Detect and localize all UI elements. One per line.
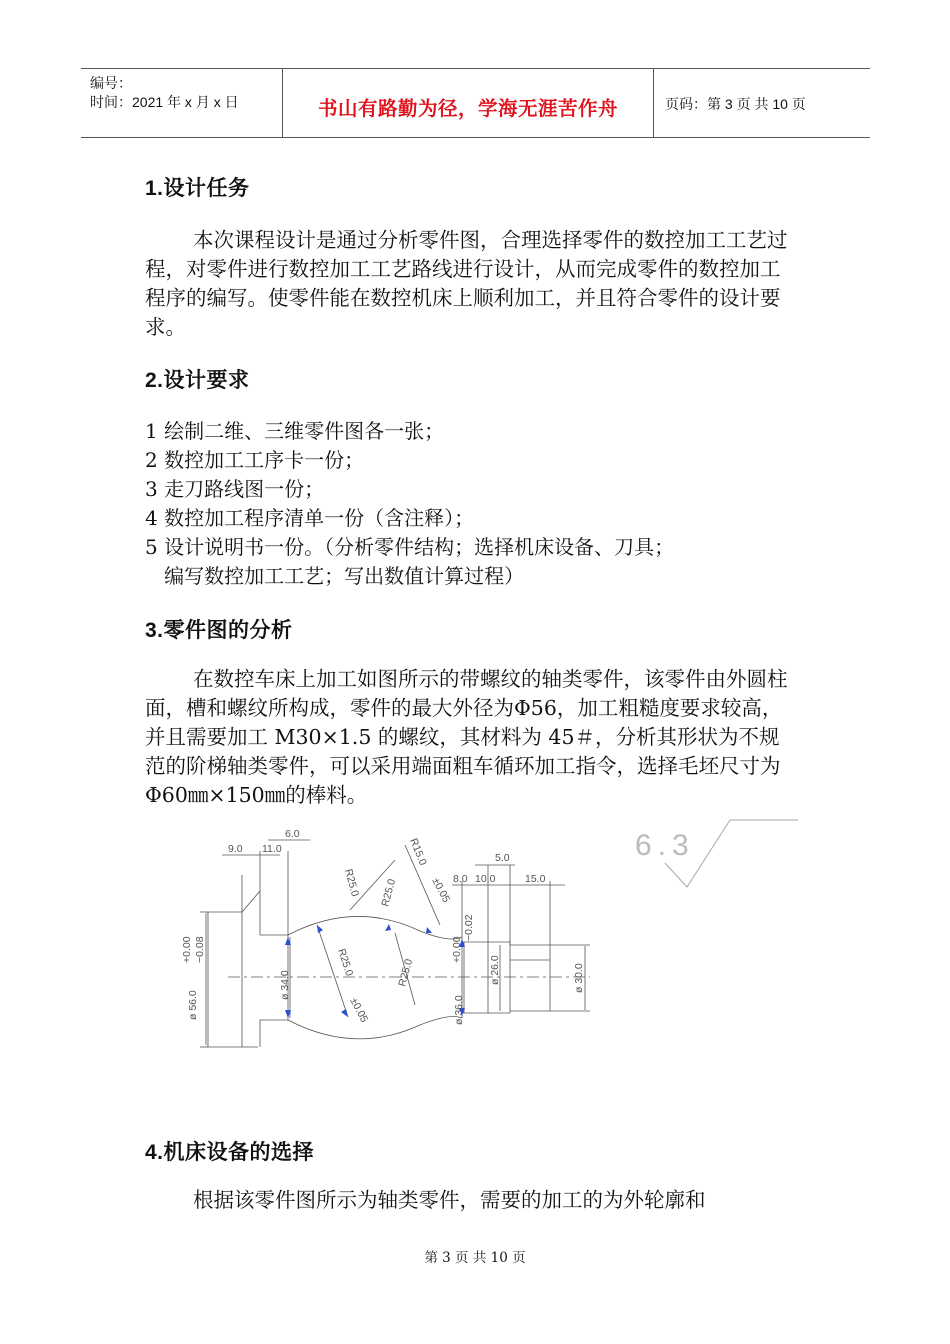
list-item: 编写数控加工工艺；写出数值计算过程） <box>145 564 525 588</box>
dim-5: 5.0 <box>495 852 510 864</box>
section-1-title: 1.设计任务 <box>145 177 250 200</box>
list-item: 1 绘制二维、三维零件图各一张； <box>145 419 445 443</box>
dim-r25-b: R25.0 <box>379 877 399 908</box>
dim-9: 9.0 <box>228 843 243 855</box>
roughness-value: 6.3 <box>635 829 695 862</box>
dim-11: 11.0 <box>262 843 282 855</box>
page-header <box>81 68 870 138</box>
dim-r15: R15.0 <box>407 836 429 868</box>
tol-r25: ±0.05 <box>347 995 371 1025</box>
section-1-body <box>145 226 795 342</box>
tol-36-upper: +0.00 <box>451 936 463 963</box>
list-item: 3 走刀路线图一份； <box>145 477 325 501</box>
dim-15: 15.0 <box>525 873 546 885</box>
section-4-title: 4.机床设备的选择 <box>145 1141 315 1164</box>
dim-r25-c: R25.0 <box>335 947 356 978</box>
list-item: 5 设计说明书一份。（分析零件结构；选择机床设备、刀具； <box>145 535 675 559</box>
section-1-text: 本次课程设计是通过分析零件图，合理选择零件的数控加工工艺过程，对零件进行数控加工工艺路线进行设计，从而完成零件的数控加工程序的编写。使零件能在数控机床上顺利加工，并且符合零件的设计要求。 <box>145 228 788 339</box>
dim-8: 8.0 <box>453 873 468 885</box>
header-meta-cell <box>81 69 283 137</box>
page-footer: 第 3 页 共 10 页 <box>424 1250 526 1266</box>
section-3-text: 在数控车床上加工如图所示的带螺纹的轴类零件，该零件由外圆柱面，槽和螺纹所构成，零件的最大外径为Φ56，加工粗糙度要求较高，并且需要加工 M30×1.5 的螺纹，其材料为 45＃，分析其形状为不规范的阶梯轴类零件，可以采用端面粗车循环加工指令，选择毛坯尺寸为Φ60㎜×150㎜的棒料。 <box>145 667 788 807</box>
section-4-body <box>145 1186 795 1215</box>
section-3-title: 3.零件图的分析 <box>145 619 293 642</box>
tol-36-lower: −0.02 <box>463 914 475 941</box>
tol-56-lower: −0.08 <box>194 936 206 963</box>
dim-6: 6.0 <box>285 828 300 840</box>
tol-r15: ±0.05 <box>429 875 453 905</box>
motto-text: 书山有路勤为径，学海无涯苦作舟 <box>317 98 618 120</box>
dim-r25-a: R25.0 <box>342 867 361 898</box>
section-3-body <box>145 665 795 810</box>
tol-56-upper: +0.00 <box>181 936 193 963</box>
dim-dia-34: ø 34.0 <box>279 970 291 1000</box>
dim-r25-d: R25.0 <box>396 957 416 988</box>
dim-10: 10.0 <box>475 873 496 885</box>
section-2-title: 2.设计要求 <box>145 369 250 392</box>
dim-dia-56: ø 56.0 <box>187 990 199 1020</box>
dim-dia-26: ø 26.0 <box>489 955 501 985</box>
part-drawing <box>170 815 810 1055</box>
section-4-text: 根据该零件图所示为轴类零件，需要的加工的为外轮廓和 <box>193 1188 706 1212</box>
list-item: 2 数控加工工序卡一份； <box>145 448 365 472</box>
dim-dia-36: ø 36.0 <box>453 995 465 1025</box>
document-date: 时间：2021 年 x 月 x 日 <box>90 94 239 110</box>
page-info: 页码：第 3 页 共 10 页 <box>665 96 806 112</box>
list-item: 4 数控加工程序清单一份（含注释）； <box>145 506 475 530</box>
document-number-label: 编号： <box>90 75 132 91</box>
header-motto-cell <box>283 69 654 137</box>
requirements-list <box>145 417 805 591</box>
dim-dia-30: ø 30.0 <box>573 963 585 993</box>
header-page-cell <box>654 69 870 137</box>
